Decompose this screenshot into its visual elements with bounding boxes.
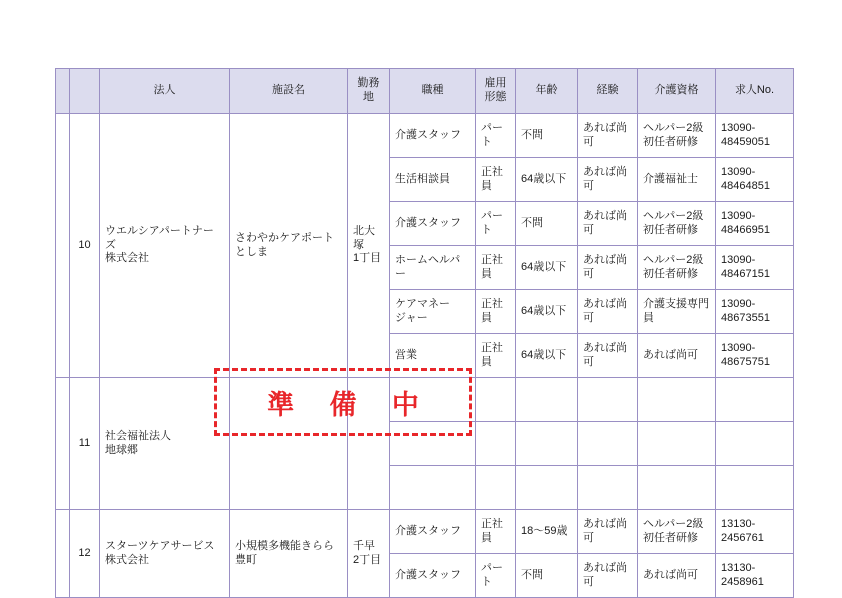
header-age: 年齢 — [516, 69, 578, 114]
row-number: 11 — [70, 378, 100, 510]
qualification-cell: 介護福祉士 — [638, 158, 716, 202]
request-no-line1: 13130- — [721, 517, 756, 530]
row-mark — [56, 510, 70, 598]
request-no-line1: 13090- — [721, 165, 756, 178]
experience-cell: あれば尚可 — [578, 158, 638, 202]
job-cell: 介護スタッフ — [390, 114, 476, 158]
row-mark — [56, 114, 70, 378]
age-cell: 64歳以下 — [516, 158, 578, 202]
qualification-cell — [638, 466, 716, 510]
jobs-table-container — [55, 68, 793, 598]
qualification-cell — [638, 378, 716, 422]
job-line2: ジャー — [395, 311, 428, 324]
request-no-line2: 48467151 — [721, 267, 770, 280]
header-no-cell — [70, 69, 100, 114]
corporation-cell — [100, 114, 230, 378]
request-no-cell — [716, 466, 794, 510]
qualification-cell: あれば尚可 — [638, 554, 716, 598]
header-experience: 経験 — [578, 69, 638, 114]
corporation-line1: ウエルシアパートナーズ — [105, 224, 214, 251]
qualification-cell: 介護支援専門員 — [638, 290, 716, 334]
request-no-cell — [716, 334, 794, 378]
area-line2: 1丁目 — [353, 252, 382, 265]
table-row — [56, 510, 794, 554]
request-no-cell — [716, 290, 794, 334]
header-facility: 施設名 — [230, 69, 348, 114]
corporation-line2: 株式会社 — [105, 553, 149, 566]
qualification-line2: 初任者研修 — [643, 135, 698, 148]
request-no-line2: 48466951 — [721, 223, 770, 236]
jobs-table — [55, 68, 794, 598]
header-area: 勤務地 — [348, 69, 390, 114]
area-cell — [348, 510, 390, 598]
qualification-cell — [638, 114, 716, 158]
facility-cell — [230, 378, 348, 510]
table-row — [56, 378, 794, 422]
header-employment-line1: 雇用 — [484, 77, 507, 90]
header-employment-line2: 形態 — [484, 91, 507, 103]
job-cell: 介護スタッフ — [390, 202, 476, 246]
job-cell — [390, 290, 476, 334]
request-no-line2: 2456761 — [721, 531, 764, 544]
job-line1: ケアマネー — [395, 297, 450, 310]
employment-cell: パート — [476, 114, 516, 158]
age-cell — [516, 466, 578, 510]
employment-cell — [476, 466, 516, 510]
area-cell — [348, 114, 390, 378]
request-no-line1: 13090- — [721, 209, 756, 222]
experience-cell: あれば尚可 — [578, 246, 638, 290]
row-mark — [56, 378, 70, 510]
request-no-cell — [716, 114, 794, 158]
employment-cell — [476, 422, 516, 466]
request-no-line2: 48673551 — [721, 311, 770, 324]
row-number: 10 — [70, 114, 100, 378]
age-cell: 64歳以下 — [516, 334, 578, 378]
preparing-stamp-label: 準 備 中 — [267, 389, 432, 421]
job-cell — [390, 378, 476, 422]
request-no-cell — [716, 510, 794, 554]
experience-cell — [578, 466, 638, 510]
corporation-cell — [100, 378, 230, 510]
qualification-line2: 初任者研修 — [643, 223, 698, 236]
employment-cell: パート — [476, 554, 516, 598]
experience-cell: あれば尚可 — [578, 114, 638, 158]
age-cell: 不問 — [516, 114, 578, 158]
experience-cell: あれば尚可 — [578, 202, 638, 246]
job-cell — [390, 422, 476, 466]
header-job: 職種 — [390, 69, 476, 114]
header-qualification: 介護資格 — [638, 69, 716, 114]
table-header-row — [56, 69, 794, 114]
header-mark-cell — [56, 69, 70, 114]
request-no-line1: 13130- — [721, 561, 756, 574]
qualification-cell — [638, 202, 716, 246]
header-employment — [476, 69, 516, 114]
experience-cell — [578, 378, 638, 422]
age-cell: 18〜59歳 — [516, 510, 578, 554]
facility-cell: さわやかケアポートとしま — [230, 114, 348, 378]
request-no-line2: 48464851 — [721, 179, 770, 192]
request-no-line2: 2458961 — [721, 575, 764, 588]
employment-cell: 正社員 — [476, 334, 516, 378]
employment-cell: 正社員 — [476, 290, 516, 334]
qualification-cell — [638, 510, 716, 554]
header-corporation: 法人 — [100, 69, 230, 114]
request-no-cell — [716, 554, 794, 598]
corporation-line2: 株式会社 — [105, 252, 149, 265]
job-cell: 営業 — [390, 334, 476, 378]
employment-cell — [476, 378, 516, 422]
corporation-cell — [100, 510, 230, 598]
request-no-line1: 13090- — [721, 253, 756, 266]
request-no-line1: 13090- — [721, 297, 756, 310]
job-cell — [390, 466, 476, 510]
age-cell: 不問 — [516, 202, 578, 246]
request-no-cell — [716, 422, 794, 466]
qualification-cell — [638, 422, 716, 466]
request-no-cell — [716, 378, 794, 422]
request-no-cell — [716, 158, 794, 202]
row-number: 12 — [70, 510, 100, 598]
request-no-line2: 48675751 — [721, 355, 770, 368]
age-cell — [516, 378, 578, 422]
area-line2: 2丁目 — [353, 553, 382, 566]
qualification-line2: 初任者研修 — [643, 531, 698, 544]
request-no-line1: 13090- — [721, 341, 756, 354]
corporation-line2: 地球郷 — [105, 443, 138, 456]
age-cell: 不問 — [516, 554, 578, 598]
experience-cell: あれば尚可 — [578, 554, 638, 598]
qualification-line1: ヘルパー2級 — [643, 121, 704, 134]
employment-cell: 正社員 — [476, 510, 516, 554]
job-cell: ホームヘルパー — [390, 246, 476, 290]
request-no-cell — [716, 246, 794, 290]
job-cell: 介護スタッフ — [390, 554, 476, 598]
table-row — [56, 114, 794, 158]
job-cell: 生活相談員 — [390, 158, 476, 202]
area-line1: 千早 — [353, 539, 375, 552]
qualification-cell — [638, 246, 716, 290]
area-line1: 北大塚 — [353, 224, 375, 251]
experience-cell: あれば尚可 — [578, 510, 638, 554]
job-cell: 介護スタッフ — [390, 510, 476, 554]
age-cell — [516, 422, 578, 466]
experience-cell: あれば尚可 — [578, 290, 638, 334]
employment-cell: パート — [476, 202, 516, 246]
experience-cell: あれば尚可 — [578, 334, 638, 378]
request-no-cell — [716, 202, 794, 246]
qualification-line1: ヘルパー2級 — [643, 209, 704, 222]
age-cell: 64歳以下 — [516, 290, 578, 334]
corporation-line1: スターツケアサービス — [105, 539, 215, 552]
request-no-line2: 48459051 — [721, 135, 770, 148]
employment-cell: 正社員 — [476, 246, 516, 290]
experience-cell — [578, 422, 638, 466]
employment-cell: 正社員 — [476, 158, 516, 202]
facility-cell: 小規模多機能きらら豊町 — [230, 510, 348, 598]
qualification-line2: 初任者研修 — [643, 267, 698, 280]
qualification-line1: ヘルパー2級 — [643, 517, 704, 530]
age-cell: 64歳以下 — [516, 246, 578, 290]
qualification-cell: あれば尚可 — [638, 334, 716, 378]
request-no-line1: 13090- — [721, 121, 756, 134]
header-request-no: 求人No. — [716, 69, 794, 114]
corporation-line1: 社会福祉法人 — [105, 429, 171, 442]
area-cell — [348, 378, 390, 510]
qualification-line1: ヘルパー2級 — [643, 253, 704, 266]
